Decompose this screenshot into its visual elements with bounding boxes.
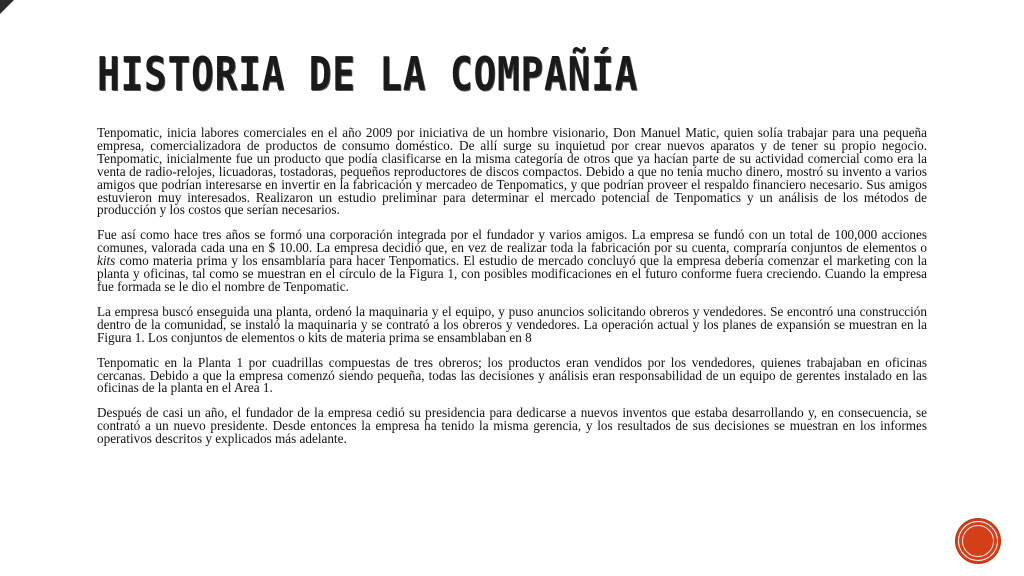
- paragraph-3: La empresa buscó enseguida una planta, ordenó la maquinaria y el equipo, y puso anuncios solicitando obreros y vendedores. Se encontró una construcción dentro de la comunidad, se instaló la maquinaria y se contrató a los obreros y vendedores. La operación actual y los planes de expansión se muestran en la Figura 1. Los conjuntos de elementos o kits de materia prima se ensamblaban en 8: [97, 303, 927, 345]
- paragraph-1: Tenpomatic, inicia labores comerciales en el año 2009 por iniciativa de un hombre visionario, Don Manuel Matic, quien solía trabajar para una pequeña empresa, comercializadora de productos de consumo doméstico. De allí surge su inquietud por crear nuevos aparatos y de tener su propio negocio. Tenpomatic, inicialmente fue un producto que podía clasificarse en la misma categoría de otros que ya hacían parte de su actividad comercial como era la venta de radio-relojes, licuadoras, tostadoras, pequeños reproductores de discos compactos. Debido a que no tenía mucho dinero, mostró su invento a varios amigos que podrían interesarse en invertir en la fabricación y mercadeo de Tenpomatics, y que podrían proveer el respaldo financiero necesario. Sus amigos estuvieron muy interesados. Realizaron un estudio preliminar para determinar el mercado potencial de Tenpomatics y un análisis de los métodos de producción y los costos que serían necesarios.: [97, 125, 927, 218]
- paragraph-2-after: como materia prima y los ensamblaría para hacer Tenpomatics. El estudio de mercado concluyó que la empresa debería comenzar el marketing con la planta y oficinas, tal como se muestran en el círculo de la Figura 1, con posibles modificaciones en el futuro conforme fuera creciendo. Cuando la empresa fue formada se le dio el nombre de Tenpomatic.: [97, 253, 927, 294]
- nav-ring: [962, 525, 994, 557]
- slide-title: HISTORIA DE LA COMPAÑÍA: [97, 47, 639, 101]
- slide-body: [97, 127, 927, 458]
- paragraph-2: [97, 229, 927, 294]
- circle-nav-icon[interactable]: [958, 521, 998, 561]
- paragraph-2-before: Fue así como hace tres años se formó una corporación integrada por el fundador y varios amigos. La empresa se fundó con un total de 100,000 acciones comunes, valorada cada una en $ 10.00. La empresa decidió que, en vez de realizar toda la fabricación por su cuenta, compraría conjuntos de elementos o: [97, 227, 927, 256]
- paragraph-4: Tenpomatic en la Planta 1 por cuadrillas compuestas de tres obreros; los productos eran vendidos por los vendedores, quienes trabajaban en oficinas cercanas. Debido a que la empresa comenzó siendo pequeña, todas las decisiones y análisis eran responsabilidad de un equipo de gerentes instalado en las oficinas de la planta en el Area 1.: [97, 354, 927, 396]
- kits-emphasis: kits: [97, 253, 116, 269]
- paragraph-5: Después de casi un año, el fundador de la empresa cedió su presidencia para dedicarse a nuevos inventos que estaba desarrollando y, en consecuencia, se contrató a un nuevo presidente. Desde entonces la empresa ha tenido la misma gerencia, y los resultados de sus decisiones se muestran en los informes operativos descritos y explicados más adelante.: [97, 405, 927, 447]
- corner-decoration: [0, 0, 14, 14]
